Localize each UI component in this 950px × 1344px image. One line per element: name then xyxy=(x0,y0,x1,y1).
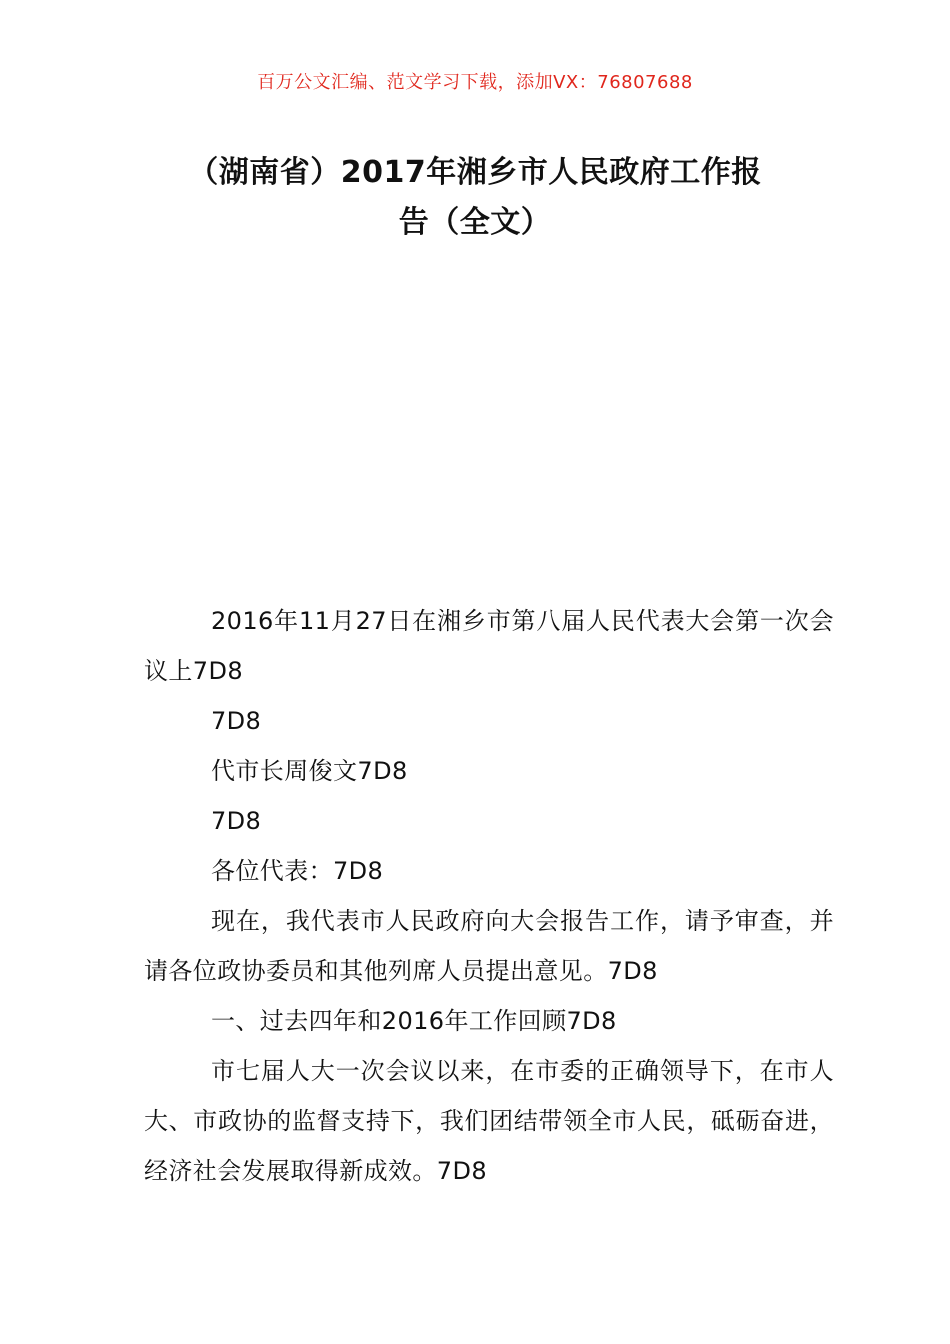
document-title-line-1: （湖南省）2017年湘乡市人民政府工作报 xyxy=(188,155,762,190)
paragraph-code-2: 7D8 xyxy=(211,807,262,835)
header-note: 百万公文汇编、范文学习下载，添加VX：76807688 xyxy=(257,72,693,93)
document-title xyxy=(140,148,810,248)
document-title-line-2: 告（全文） xyxy=(398,205,552,240)
paragraph-review: 市七届人大一次会议以来，在市委的正确领导下，在市人大、市政协的监督支持下，我们团结带领全市人民，砥砺奋进，经济社会发展取得新成效。7D8 xyxy=(144,1057,834,1185)
document-body xyxy=(144,596,834,1196)
paragraph-intro: 现在，我代表市人民政府向大会报告工作，请予审查，并请各位政协委员和其他列席人员提出意见。7D8 xyxy=(144,907,834,985)
paragraph-speaker: 代市长周俊文7D8 xyxy=(211,757,408,785)
paragraph-salutation: 各位代表：7D8 xyxy=(211,857,384,885)
paragraph-code-1: 7D8 xyxy=(211,707,262,735)
paragraph-meeting-info: 2016年11月27日在湘乡市第八届人民代表大会第一次会议上7D8 xyxy=(144,607,834,685)
section-heading-review: 一、过去四年和2016年工作回顾7D8 xyxy=(211,1007,617,1035)
